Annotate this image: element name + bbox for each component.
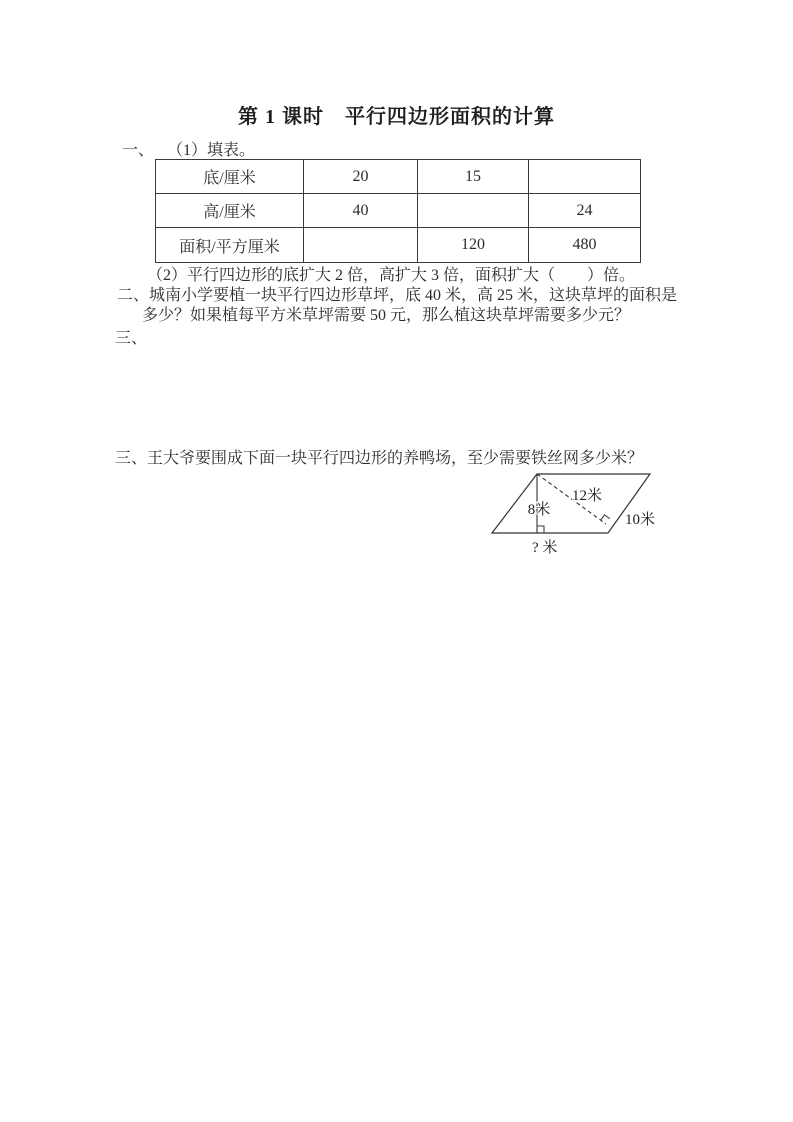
table-row [156,228,641,263]
page-title: 第 1 课时 平行四边形面积的计算 [238,106,555,128]
table-row [156,160,641,194]
table-cell-blank [418,194,529,228]
right-angle-marker [601,515,610,520]
table-cell: 15 [418,160,529,194]
table-row [156,194,641,228]
question-2-line1 [117,286,677,306]
table-cell-blank [304,228,418,263]
question-2-text-line1: 城南小学要植一块平行四边形草坪，底 40 米，高 25 米，这块草坪的面积是 [149,287,678,304]
question-1-part2-text: （2）平行四边形的底扩大 2 倍，高扩大 3 倍，面积扩大（ ）倍。 [147,267,636,284]
question-3-placeholder-marker: 三、 [115,330,148,347]
table-cell: 20 [304,160,418,194]
question-2-line2: 多少？如果植每平方米草坪需要 50 元，那么植这块草坪需要多少元？ [142,307,631,324]
question-3-marker: 三、 [115,450,148,467]
table-header-cell: 高/厘米 [156,194,304,228]
parallelogram-figure [478,464,680,560]
base-label: ? 米 [532,540,558,556]
table-header-cell: 面积/平方厘米 [156,228,304,263]
table-cell: 480 [529,228,641,263]
table-header-cell: 底/厘米 [156,160,304,194]
table-cell-blank [529,160,641,194]
fill-in-table [155,159,641,263]
slant-height-label: 12米 [572,488,603,504]
height-label: 8米 [527,502,551,518]
right-angle-marker [537,526,544,533]
question-1-heading [122,141,255,161]
table-cell: 120 [418,228,529,263]
table-cell: 40 [304,194,418,228]
side-label: 10米 [625,512,656,528]
question-2-marker: 二、 [117,287,150,304]
table-cell: 24 [529,194,641,228]
question-3-text: 王大爷要围成下面一块平行四边形的养鸭场，至少需要铁丝网多少米？ [147,450,644,467]
question-1-part1-label: （1）填表。 [167,142,256,159]
question-1-marker: 一、 [122,142,155,159]
